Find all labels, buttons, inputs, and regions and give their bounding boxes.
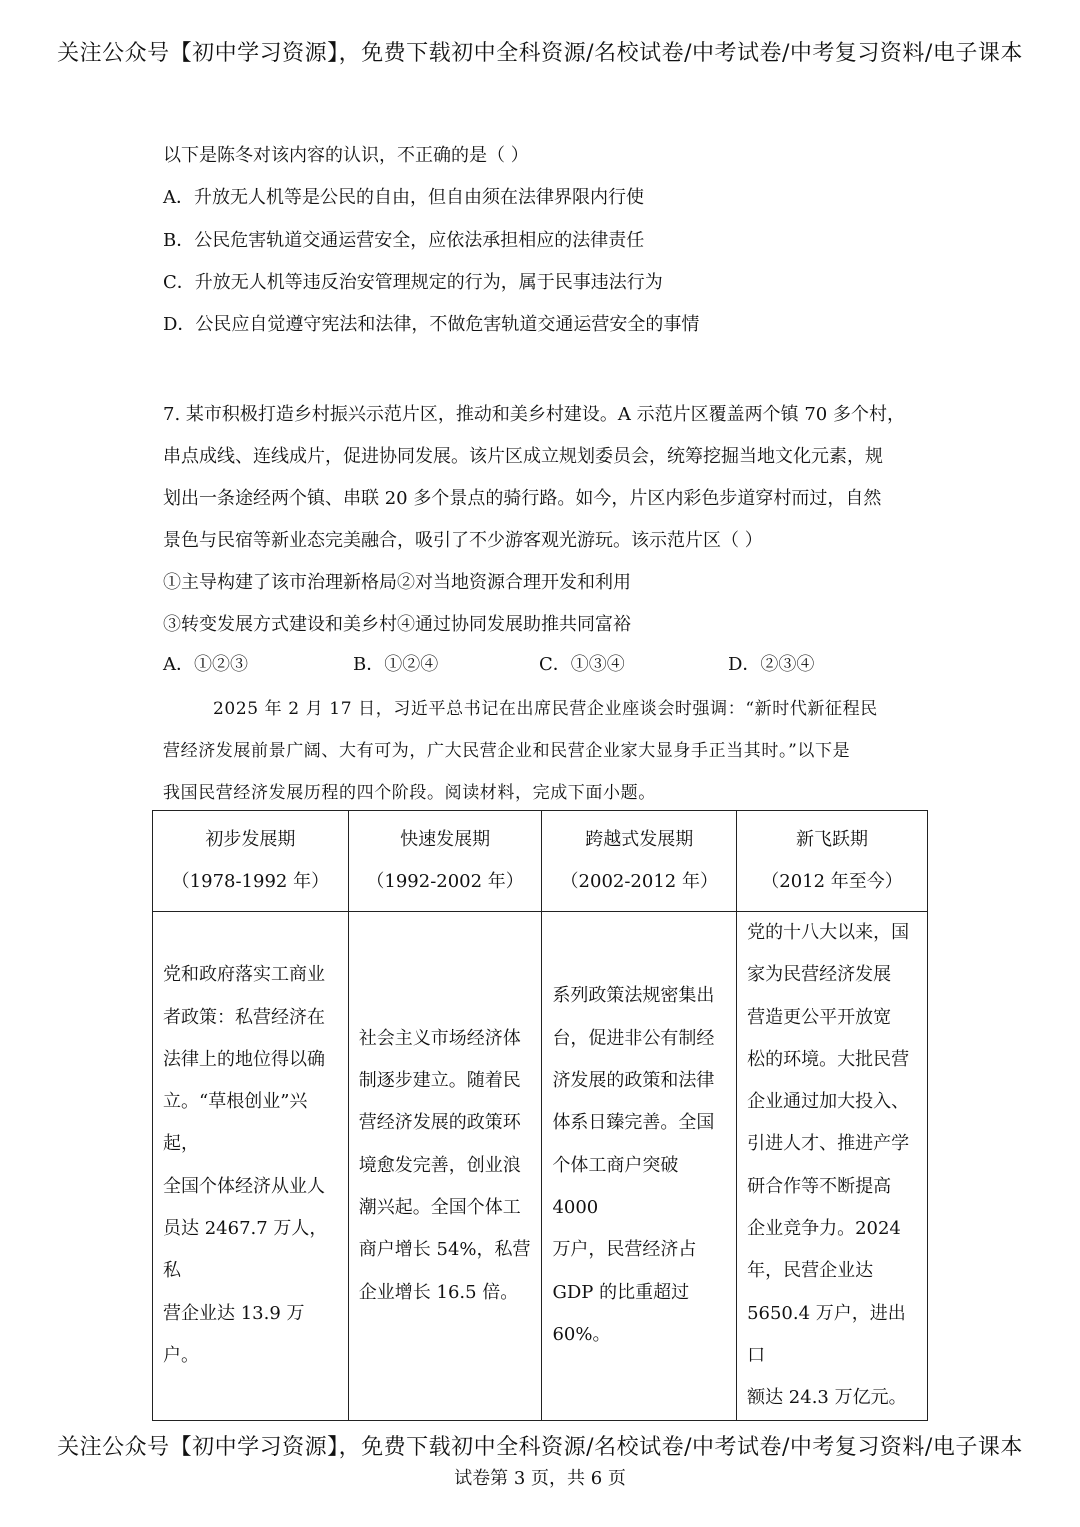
cell-line: 年，民营企业达	[747, 1260, 874, 1282]
cell-line: 额达 24.3 万亿元。	[747, 1387, 907, 1409]
cell-line: 家为民营经济发展	[747, 964, 892, 986]
page-number: 试卷第 3 页，共 6 页	[454, 1468, 626, 1489]
cell-line: 台，促进非公有制经	[552, 1027, 715, 1049]
cell-line: 制逐步建立。随着民	[358, 1070, 521, 1092]
question-7-statements: ③转变发展方式建设和美乡村④通过协同发展助推共同富裕	[163, 614, 631, 635]
cell-line: 潮兴起。全国个体工	[358, 1196, 521, 1218]
question-7-option-d: D．②③④	[728, 654, 815, 675]
cell-line: 全国个体经济从业人	[163, 1175, 325, 1197]
table-cell-stage-2	[348, 912, 542, 1421]
question-7-option-b: B．①②④	[353, 654, 439, 675]
table-cell-stage-4	[737, 912, 928, 1421]
cell-line: 系列政策法规密集出	[552, 985, 715, 1007]
table-header-cell	[348, 811, 542, 912]
table-row	[153, 912, 928, 1421]
cell-line: 营企业达 13.9 万户。	[163, 1302, 305, 1366]
question-6-option-a: A．升放无人机等是公民的自由，但自由须在法律界限内行使	[163, 187, 644, 208]
cell-line: GDP 的比重超过	[552, 1281, 690, 1303]
question-7-option-c: C．①③④	[539, 654, 625, 675]
question-7-line: 景色与民宿等新业态完美融合，吸引了不少游客观光游玩。该示范片区（ ）	[163, 530, 763, 551]
cell-line: 党和政府落实工商业	[163, 964, 325, 986]
question-6-option-b: B．公民危害轨道交通运营安全，应依法承担相应的法律责任	[163, 230, 645, 251]
development-stages-table	[152, 810, 928, 1421]
cell-line: 商户增长 54%，私营	[358, 1239, 531, 1261]
cell-line: 营经济发展的政策环	[358, 1112, 521, 1134]
question-7-line: 划出一条途经两个镇、串联 20 多个景点的骑行路。如今，片区内彩色步道穿村而过，自然	[163, 488, 882, 509]
stage-period: （1992-2002 年）	[366, 871, 524, 892]
table-header-cell	[153, 811, 349, 912]
stage-name: 快速发展期	[400, 829, 491, 850]
cell-line: 引进人才、推进产学	[747, 1133, 910, 1155]
cell-line: 5650.4 万户，进出口	[747, 1302, 906, 1366]
table-cell-stage-3	[542, 912, 737, 1421]
cell-line: 企业竞争力。2024	[747, 1218, 901, 1240]
cell-line: 松的环境。大批民营	[747, 1048, 910, 1070]
table-cell-stage-1	[153, 912, 349, 1421]
promo-banner-top: 关注公众号【初中学习资源】，免费下载初中全科资源/名校试卷/中考试卷/中考复习资料/电子课本	[57, 41, 1023, 66]
question-7-statements: ①主导构建了该市治理新格局②对当地资源合理开发和利用	[163, 572, 631, 593]
stage-name: 跨越式发展期	[585, 829, 694, 850]
question-7	[163, 394, 915, 646]
cell-line: 社会主义市场经济体	[358, 1027, 521, 1049]
cell-line: 企业增长 16.5 倍。	[358, 1281, 519, 1303]
material-line: 我国民营经济发展历程的四个阶段。阅读材料，完成下面小题。	[163, 783, 656, 803]
cell-line: 万户，民营经济占	[552, 1239, 697, 1261]
question-6-stem: 以下是陈冬对该内容的认识，不正确的是（ ）	[163, 145, 529, 166]
material-intro	[163, 688, 915, 814]
stage-name: 新飞跃期	[796, 829, 869, 850]
cell-line: 体系日臻完善。全国	[552, 1112, 715, 1134]
cell-line: 60%。	[552, 1323, 611, 1345]
question-6-option-d: D．公民应自觉遵守宪法和法律，不做危害轨道交通运营安全的事情	[163, 314, 700, 335]
stage-name: 初步发展期	[205, 829, 296, 850]
cell-line: 员达 2467.7 万人，私	[163, 1218, 328, 1282]
question-7-line: 7. 某市积极打造乡村振兴示范片区，推动和美乡村建设。A 示范片区覆盖两个镇 70 多个村，	[163, 404, 905, 425]
material-line: 营经济发展前景广阔、大有可为，广大民营企业和民营企业家大显身手正当其时。”以下是	[163, 741, 851, 761]
material-line: 2025 年 2 月 17 日，习近平总书记在出席民营企业座谈会时强调：“新时代新征程民	[213, 699, 878, 719]
stage-period: （1978-1992 年）	[171, 871, 330, 892]
cell-line: 党的十八大以来，国	[747, 922, 910, 943]
cell-line: 境愈发完善，创业浪	[358, 1154, 521, 1176]
stage-period: （2002-2012 年）	[560, 871, 718, 892]
table-header-row	[153, 811, 928, 912]
cell-line: 济发展的政策和法律	[552, 1070, 715, 1092]
table-header-cell	[542, 811, 737, 912]
question-7-line: 串点成线、连线成片，促进协同发展。该片区成立规划委员会，统筹挖掘当地文化元素，规	[163, 446, 883, 467]
cell-line: 营造更公平开放宽	[747, 1006, 892, 1028]
question-7-option-a: A．①②③	[163, 654, 248, 675]
question-6-option-c: C．升放无人机等违反治安管理规定的行为，属于民事违法行为	[163, 272, 663, 293]
cell-line: 立。“草根创业”兴起，	[163, 1091, 308, 1155]
cell-line: 个体工商户突破 4000	[552, 1154, 679, 1218]
promo-banner-bottom: 关注公众号【初中学习资源】，免费下载初中全科资源/名校试卷/中考试卷/中考复习资料/电子课本	[57, 1435, 1023, 1460]
table-header-cell	[737, 811, 928, 912]
cell-line: 法律上的地位得以确	[163, 1048, 325, 1070]
cell-line: 者政策：私营经济在	[163, 1006, 325, 1028]
cell-line: 研合作等不断提高	[747, 1175, 892, 1197]
cell-line: 企业通过加大投入、	[747, 1091, 910, 1113]
stage-period: （2012 年至今）	[761, 871, 903, 892]
